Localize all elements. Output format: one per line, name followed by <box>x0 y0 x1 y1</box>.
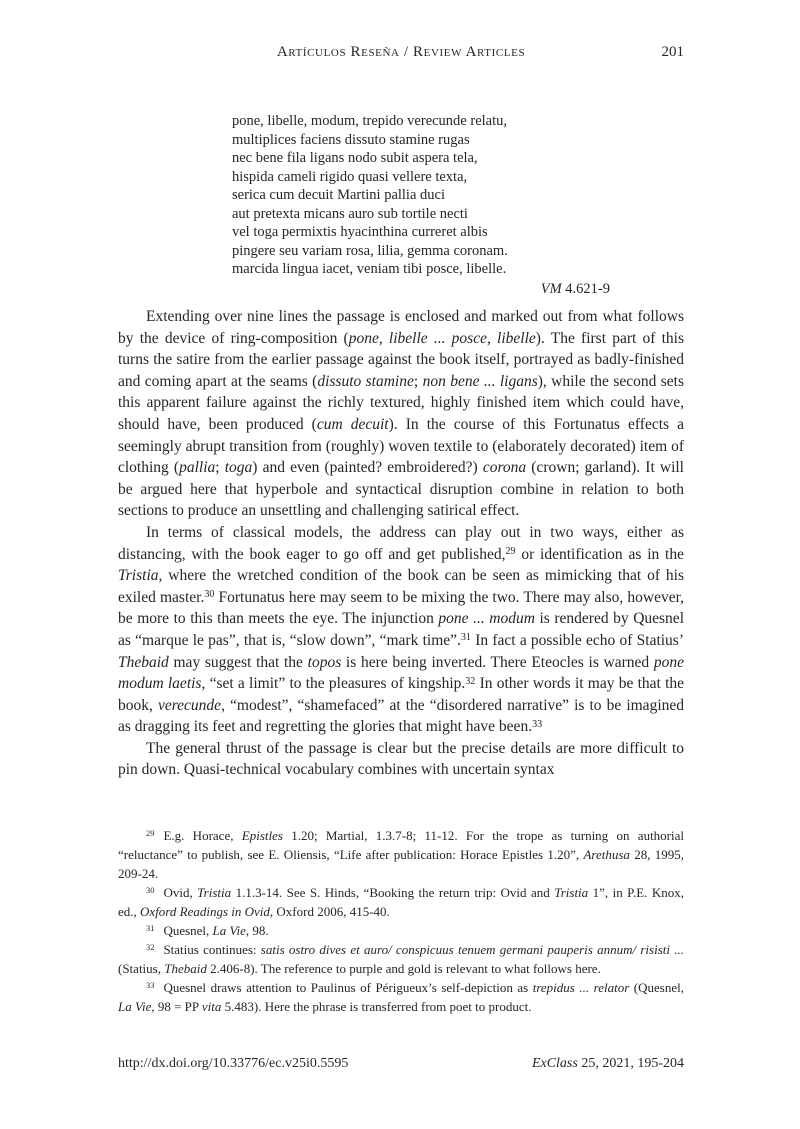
footnote <box>118 940 684 978</box>
text-run: E.g. Horace, <box>163 828 242 843</box>
text-run: pone modum laetis <box>118 653 685 693</box>
poem-line: vel toga permixtis hyacinthina curreret albis <box>232 224 488 240</box>
text-run: (Statius, <box>118 961 165 976</box>
page-footer <box>118 1056 684 1072</box>
text-run: Epistles <box>241 828 283 843</box>
text-run: Extending over nine lines the passage is enclosed and marked out from what follows by the device of ring-composition ( <box>118 308 684 347</box>
text-run: ). In the course of this Fortunatus effects a seemingly abrupt transition from (roughly) woven textile to (elaborately decorated) item of clothing ( <box>118 415 684 477</box>
footnote <box>118 978 684 1016</box>
text-run: Tristia <box>118 567 159 585</box>
running-head: Artículos Reseña / Review Articles <box>276 44 526 60</box>
text-run: is rendered by Quesnel as “marque le pas”, that is, “slow down”, “mark time”. <box>118 610 684 649</box>
text-run: , “set a limit” to the pleasures of kingship. <box>201 675 466 693</box>
text-run: ) and even (painted? embroidered?) <box>252 459 483 477</box>
footnote-text <box>118 828 684 881</box>
text-run: In fact a possible echo of Statius’ <box>470 631 685 649</box>
quote-attribution <box>232 280 610 299</box>
text-run: or identification as in the <box>515 545 684 563</box>
text-run: 1”, in P.E. Knox, ed., <box>118 885 684 919</box>
footnote-ref: 30 <box>204 589 215 601</box>
text-run: pallia <box>179 459 216 477</box>
text-run: Quesnel draws attention to Paulinus of Périgueux’s self-depiction as <box>163 980 533 995</box>
quote-attribution-ref: 4.621-9 <box>561 280 610 297</box>
journal-name: ExClass <box>531 1056 578 1071</box>
text-run: , Oxford 2006, 415-40. <box>269 904 390 919</box>
footnote-number: 31 <box>146 923 155 934</box>
footnote <box>118 921 684 940</box>
text-run: ), while the second sets this apparent failure against the richly textured, highly finished item which could have, should have, been produced ( <box>118 372 684 433</box>
footnote-text <box>118 885 684 919</box>
text-run: dissuto stamine <box>317 372 414 390</box>
text-run: corona <box>482 459 527 477</box>
text-run: Ovid, <box>163 885 198 900</box>
footnote-text <box>163 923 268 938</box>
text-run: 28, 1995, 209-24. <box>118 847 684 881</box>
journal-ref: 25, 2021, 195-204 <box>577 1056 684 1071</box>
text-run: , where the wretched condition of the book can be seen as mimicking that of his exiled master. <box>118 567 684 606</box>
text-run: pone, libelle ... posce, libelle <box>348 329 536 347</box>
text-run: topos <box>307 653 342 671</box>
text-run: Fortunatus here may seem to be mixing the two. There may also, however, be more to this than meets the eye. The injunction <box>118 588 684 628</box>
page-header <box>118 44 684 64</box>
text-run: (crown; garland). It will be argued here that hyperbole and syntactical disruption combine in relation to both sections to produce an unsettling and challenging satirical effect. <box>118 459 684 520</box>
text-run: Arethusa <box>583 847 630 862</box>
text-run: Thebaid <box>164 961 207 976</box>
text-run: Tristia <box>554 885 589 900</box>
text-run: is here being inverted. There Eteocles is warned <box>341 653 654 671</box>
text-run: vita <box>201 999 222 1014</box>
text-run: Tristia <box>197 885 232 900</box>
text-run: verecunde <box>157 696 222 714</box>
text-run: The general thrust of the passage is clear but the precise details are more difficult to pin down. Quasi-technical vocabulary combines with uncertain syntax <box>118 739 684 779</box>
text-run: non bene ... ligans <box>422 372 538 390</box>
poem-line: marcida lingua iacet, veniam tibi posce, libelle. <box>232 261 507 277</box>
footnote-number: 30 <box>146 885 155 896</box>
text-run: may suggest that the <box>168 653 308 671</box>
text-run: La Vie <box>118 999 152 1014</box>
paragraph <box>118 738 684 781</box>
paragraph <box>118 522 684 738</box>
text-run: 1.1.3-14. See S. Hinds, “Booking the return trip: Ovid and <box>231 885 555 900</box>
text-run: ; <box>413 372 423 390</box>
poem-line: nec bene fila ligans nodo subit aspera tela, <box>232 150 478 166</box>
footnote-number: 29 <box>146 828 155 839</box>
footnotes <box>118 826 684 1016</box>
poem-line: aut pretexta micans auro sub tortile necti <box>232 205 468 222</box>
footnote-ref: 33 <box>532 718 543 730</box>
text-run: Quesnel, <box>163 923 213 938</box>
footnote-ref: 31 <box>460 632 471 644</box>
footnote <box>118 883 684 921</box>
footnote <box>118 826 684 883</box>
footnote-number: 32 <box>146 942 155 953</box>
article-body <box>118 306 684 781</box>
footnote-number: 33 <box>146 980 155 991</box>
footnote-text <box>118 942 684 976</box>
text-run: , 98. <box>245 923 269 938</box>
page-number: 201 <box>661 44 684 60</box>
doi-link[interactable]: http://dx.doi.org/10.33776/ec.v25i0.5595 <box>118 1056 349 1071</box>
text-run: In other words it may be that the book, <box>118 675 685 714</box>
text-run: trepidus ... relator <box>532 980 630 995</box>
footnote-ref: 29 <box>505 546 516 557</box>
poem-line: multiplices faciens dissuto stamine rugas <box>232 131 470 148</box>
text-run: toga <box>224 459 253 477</box>
text-run: 5.483). Here the phrase is transferred from poet to product. <box>221 999 532 1014</box>
quote-attribution-work: VM <box>540 280 562 297</box>
text-run: Thebaid <box>118 653 169 671</box>
text-run: In terms of classical models, the address can play out in two ways, either as distancing, with the book eager to go off and get published, <box>118 523 684 563</box>
text-run: La Vie <box>212 923 246 938</box>
text-run: ). The first part of this turns the satire from the earlier passage against the book itself, portrayed as badly-finished and coming apart at the seams ( <box>118 329 684 390</box>
text-run: 2.406-8). The reference to purple and gold is relevant to what follows here. <box>206 961 601 976</box>
poem-line: hispida cameli rigido quasi vellere texta, <box>232 168 468 185</box>
text-run: satis ostro dives et auro/ conspicuus tenuem germani pauperis annum/ risisti ... <box>260 942 684 957</box>
text-run: pone ... modum <box>438 610 535 628</box>
footnote-ref: 32 <box>465 675 476 687</box>
text-run: cum decuit <box>316 415 389 433</box>
poem-line: pone, libelle, modum, trepido verecunde relatu, <box>232 113 508 129</box>
text-run: , 98 = PP <box>151 999 202 1014</box>
text-run: Oxford Readings in Ovid <box>140 904 270 919</box>
verse-quotation <box>232 112 610 298</box>
text-run: (Quesnel, <box>629 980 684 995</box>
poem <box>232 112 610 279</box>
text-run: ; <box>215 459 225 477</box>
text-run: Statius continues: <box>163 942 261 957</box>
text-run: 1.20; Martial, 1.3.7-8; 11-12. For the trope as turning on authorial “reluctance” to publish, see E. Oliensis, “Life after publication: Horace Epistles 1.20”, <box>118 828 685 862</box>
footnote-text <box>118 980 684 1014</box>
journal-citation <box>532 1056 684 1072</box>
text-run: , “modest”, “shamefaced” at the “disordered narrative” is to be imagined as dragging its feet and regretting the glories that might have been. <box>118 696 685 736</box>
poem-line: serica cum decuit Martini pallia duci <box>232 187 445 203</box>
paragraph <box>118 306 684 522</box>
poem-line: pingere seu variam rosa, lilia, gemma coronam. <box>232 242 508 259</box>
